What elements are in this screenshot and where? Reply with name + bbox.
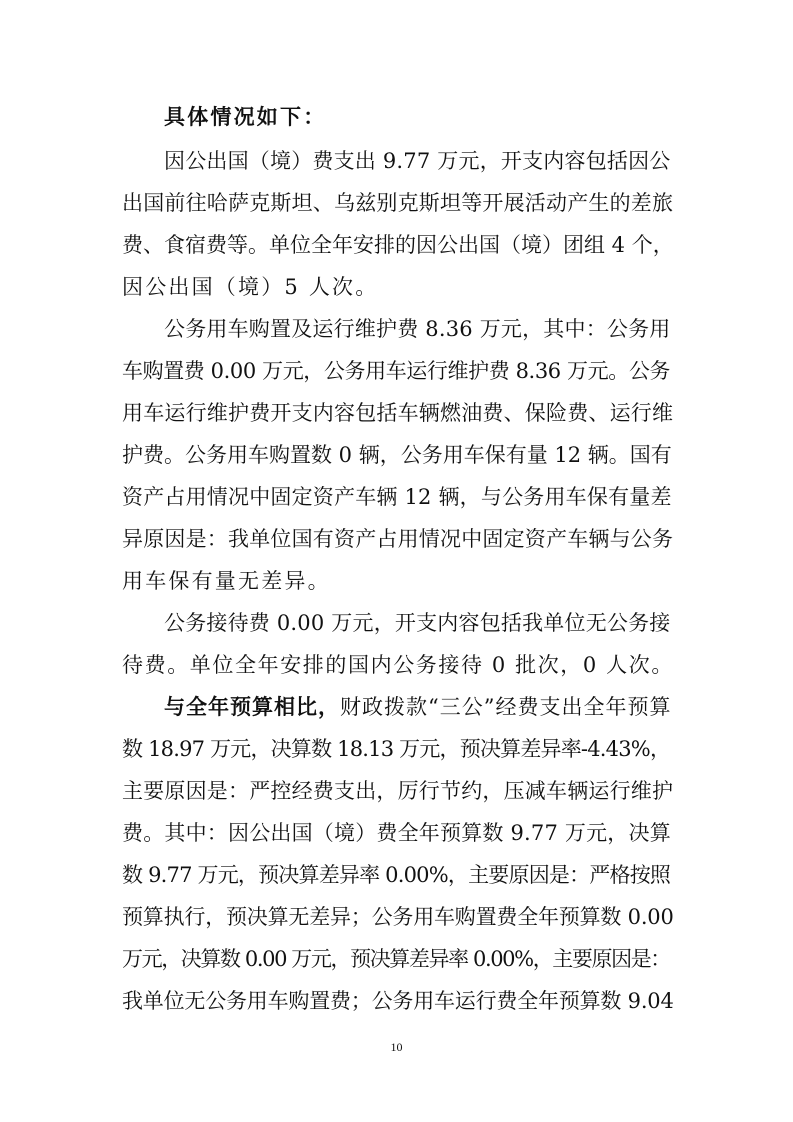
para2-line-3: 用车运行维护费开支内容包括车辆燃油费、保险费、运行维: [122, 401, 674, 425]
para4-first-rest: 财政拨款“三公”经费支出全年预算: [340, 695, 672, 719]
para4-line-3: 主要原因是：严控经费支出，厉行节约，压减车辆运行维护: [122, 779, 674, 803]
para4-line-6: 预算执行，预决算无差异；公务用车购置费全年预算数 0.00: [122, 905, 674, 929]
para1-line-1: 因公出国（境）费支出 9.77 万元，开支内容包括因公: [164, 149, 671, 173]
para4-line-1: [164, 693, 671, 721]
para1-line-3: 费、食宿费等。单位全年安排的因公出国（境）团组 4 个，: [122, 233, 674, 257]
para2-line-5: 资产占用情况中固定资产车辆 12 辆，与公务用车保有量差: [122, 485, 672, 509]
para2-line-7: 用车保有量无差异。: [122, 569, 331, 593]
para4-lead-bold: 与全年预算相比，: [164, 694, 340, 719]
para3-line-2: 待费。单位全年安排的国内公务接待 0 批次，0 人次。: [122, 653, 674, 677]
para2-line-4: 护费。公务用车购置数 0 辆，公务用车保有量 12 辆。国有: [122, 443, 672, 467]
para3-line-1: 公务接待费 0.00 万元，开支内容包括我单位无公务接: [164, 611, 671, 635]
para4-line-2: 数 18.97 万元，决算数 18.13 万元，预决算差异率-4.43%，: [122, 737, 671, 761]
section-heading: 具体情况如下：: [164, 104, 327, 129]
page-number: 10: [390, 1040, 403, 1054]
para4-line-4: 费。其中：因公出国（境）费全年预算数 9.77 万元，决算: [122, 821, 671, 845]
para4-line-8: 我单位无公务用车购置费；公务用车运行费全年预算数 9.04: [122, 989, 674, 1013]
para2-line-2: 车购置费 0.00 万元，公务用车运行维护费 8.36 万元。公务: [122, 359, 671, 383]
para4-line-7: 万元，决算数 0.00 万元，预决算差异率 0.00%，主要原因是：: [122, 947, 670, 971]
para2-line-1: 公务用车购置及运行维护费 8.36 万元，其中：公务用: [164, 317, 671, 341]
para1-line-2: 出国前往哈萨克斯坦、乌兹别克斯坦等开展活动产生的差旅: [122, 191, 674, 215]
para4-line-5: 数 9.77 万元，预决算差异率 0.00%，主要原因是：严格按照: [122, 863, 671, 887]
para2-line-6: 异原因是：我单位国有资产占用情况中固定资产车辆与公务: [122, 527, 674, 551]
para1-line-4: 因公出国（境）5 人次。: [122, 275, 379, 299]
